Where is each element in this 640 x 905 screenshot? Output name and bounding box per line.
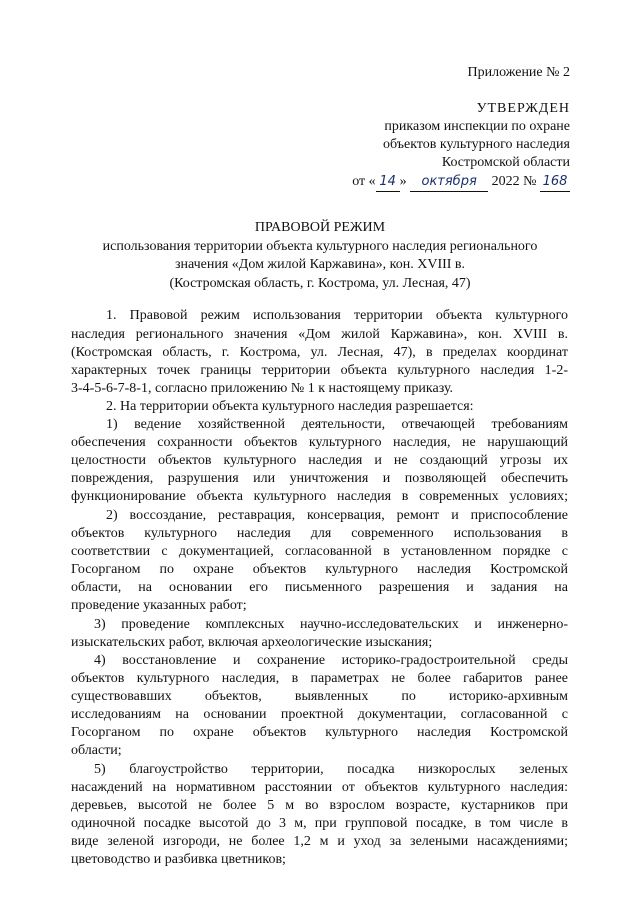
body-line: 1) ведение хозяйственной деятельности, отвечающей требованиям <box>106 417 568 432</box>
body-line: 5) благоустройство территории, посадка низкорослых зеленых <box>94 762 568 777</box>
body-line: цветоводство и разбивка цветников; <box>71 852 286 867</box>
body-line: 3-4-5-6-7-8-1, согласно приложению № 1 к настоящему приказу. <box>71 381 454 396</box>
title-main: ПРАВОВОЙ РЕЖИМ <box>254 220 386 235</box>
order-line-3: Костромской области <box>441 155 570 170</box>
date-day-underline <box>376 173 400 192</box>
body-line: изыскательских работ, включая археологические изыскания; <box>71 635 433 650</box>
body-line: 4) восстановление и сохранение историко-градостроительной среды <box>94 653 568 668</box>
body-line: виде зеленой изгороди, не более 1,2 м и уход за зелеными насаждениями; <box>71 834 568 849</box>
body-line: насаждений на нормативном расстоянии от объектов культурного наследия: <box>71 780 568 795</box>
body-line: области, на основании его письменного разрешения и задания на <box>71 580 568 595</box>
body-line: повреждения, разрушения или уничтожения и позволяющей обеспечить <box>71 471 568 486</box>
date-sep: » <box>399 174 407 189</box>
title-sub-2: значения «Дом жилой Каржавина», кон. XVIII в. <box>174 257 466 272</box>
body-line: обеспечения сохранности объектов культурного наследия, не нарушающий <box>71 435 568 450</box>
title-sub-1: использования территории объекта культурного наследия регионального <box>102 239 538 254</box>
order-date-line <box>352 173 570 192</box>
body-line: объектов культурного наследия, в параметрах не более габаритов ранее <box>71 671 568 686</box>
body-line: одиночной посадке высотой до 3 м, при групповой посадке, в том числе в <box>71 816 568 831</box>
body-line: области; <box>71 743 122 758</box>
approved-label: УТВЕРЖДЕН <box>476 101 570 116</box>
body-line: деревьев, высотой не более 5 м во взрослом возрасте, кустарников при <box>71 798 568 813</box>
date-day-handwritten: 14 <box>379 174 396 189</box>
body-line: Госорганом по охране объектов культурного наследия Костромской <box>71 562 568 577</box>
body-line: 2) воссоздание, реставрация, консервация, ремонт и приспособление <box>106 508 568 523</box>
appendix-label: Приложение № 2 <box>467 65 570 80</box>
body-line: наследия регионального значения «Дом жилой Каржавина», кон. XVIII в. <box>71 327 568 342</box>
date-year: 2022 № <box>491 174 537 189</box>
body-line: характерных точек границы территории объекта культурного наследия 1-2- <box>71 363 568 378</box>
body-line: функционирование объекта культурного наследия в современных условиях; <box>71 489 568 504</box>
body-line: 3) проведение комплексных научно-исследовательских и инженерно- <box>94 617 568 632</box>
body-line: целостности объектов культурного наследия и не создающий угрозы их <box>71 453 568 468</box>
date-month-underline <box>410 173 488 192</box>
order-number-underline <box>540 173 570 192</box>
order-line-1: приказом инспекции по охране <box>384 119 570 134</box>
title-sub-3: (Костромская область, г. Кострома, ул. Лесная, 47) <box>169 276 471 291</box>
date-month-handwritten: октября <box>421 174 477 189</box>
body-line: проведение указанных работ; <box>71 598 247 613</box>
body-line: существовавших объектов, выявленных по историко-архивным <box>71 689 568 704</box>
body-line: соответствии с документацией, согласованной в установленном порядке с <box>71 544 568 559</box>
date-prefix: от « <box>352 174 376 189</box>
body-line: Госорганом по охране объектов культурного наследия Костромской <box>71 725 568 740</box>
body-line: (Костромская область, г. Кострома, ул. Лесная, 47), в пределах координат <box>71 345 568 360</box>
order-number-handwritten: 168 <box>542 174 568 189</box>
body-line: 1. Правовой режим использования территории объекта культурного <box>106 308 568 323</box>
body-line: объектов культурного наследия для современного использования в <box>71 526 568 541</box>
order-line-2: объектов культурного наследия <box>382 137 570 152</box>
body-line: исследованиям на основании проектной документации, согласованной с <box>71 707 568 722</box>
body-line: 2. На территории объекта культурного наследия разрешается: <box>106 399 474 414</box>
